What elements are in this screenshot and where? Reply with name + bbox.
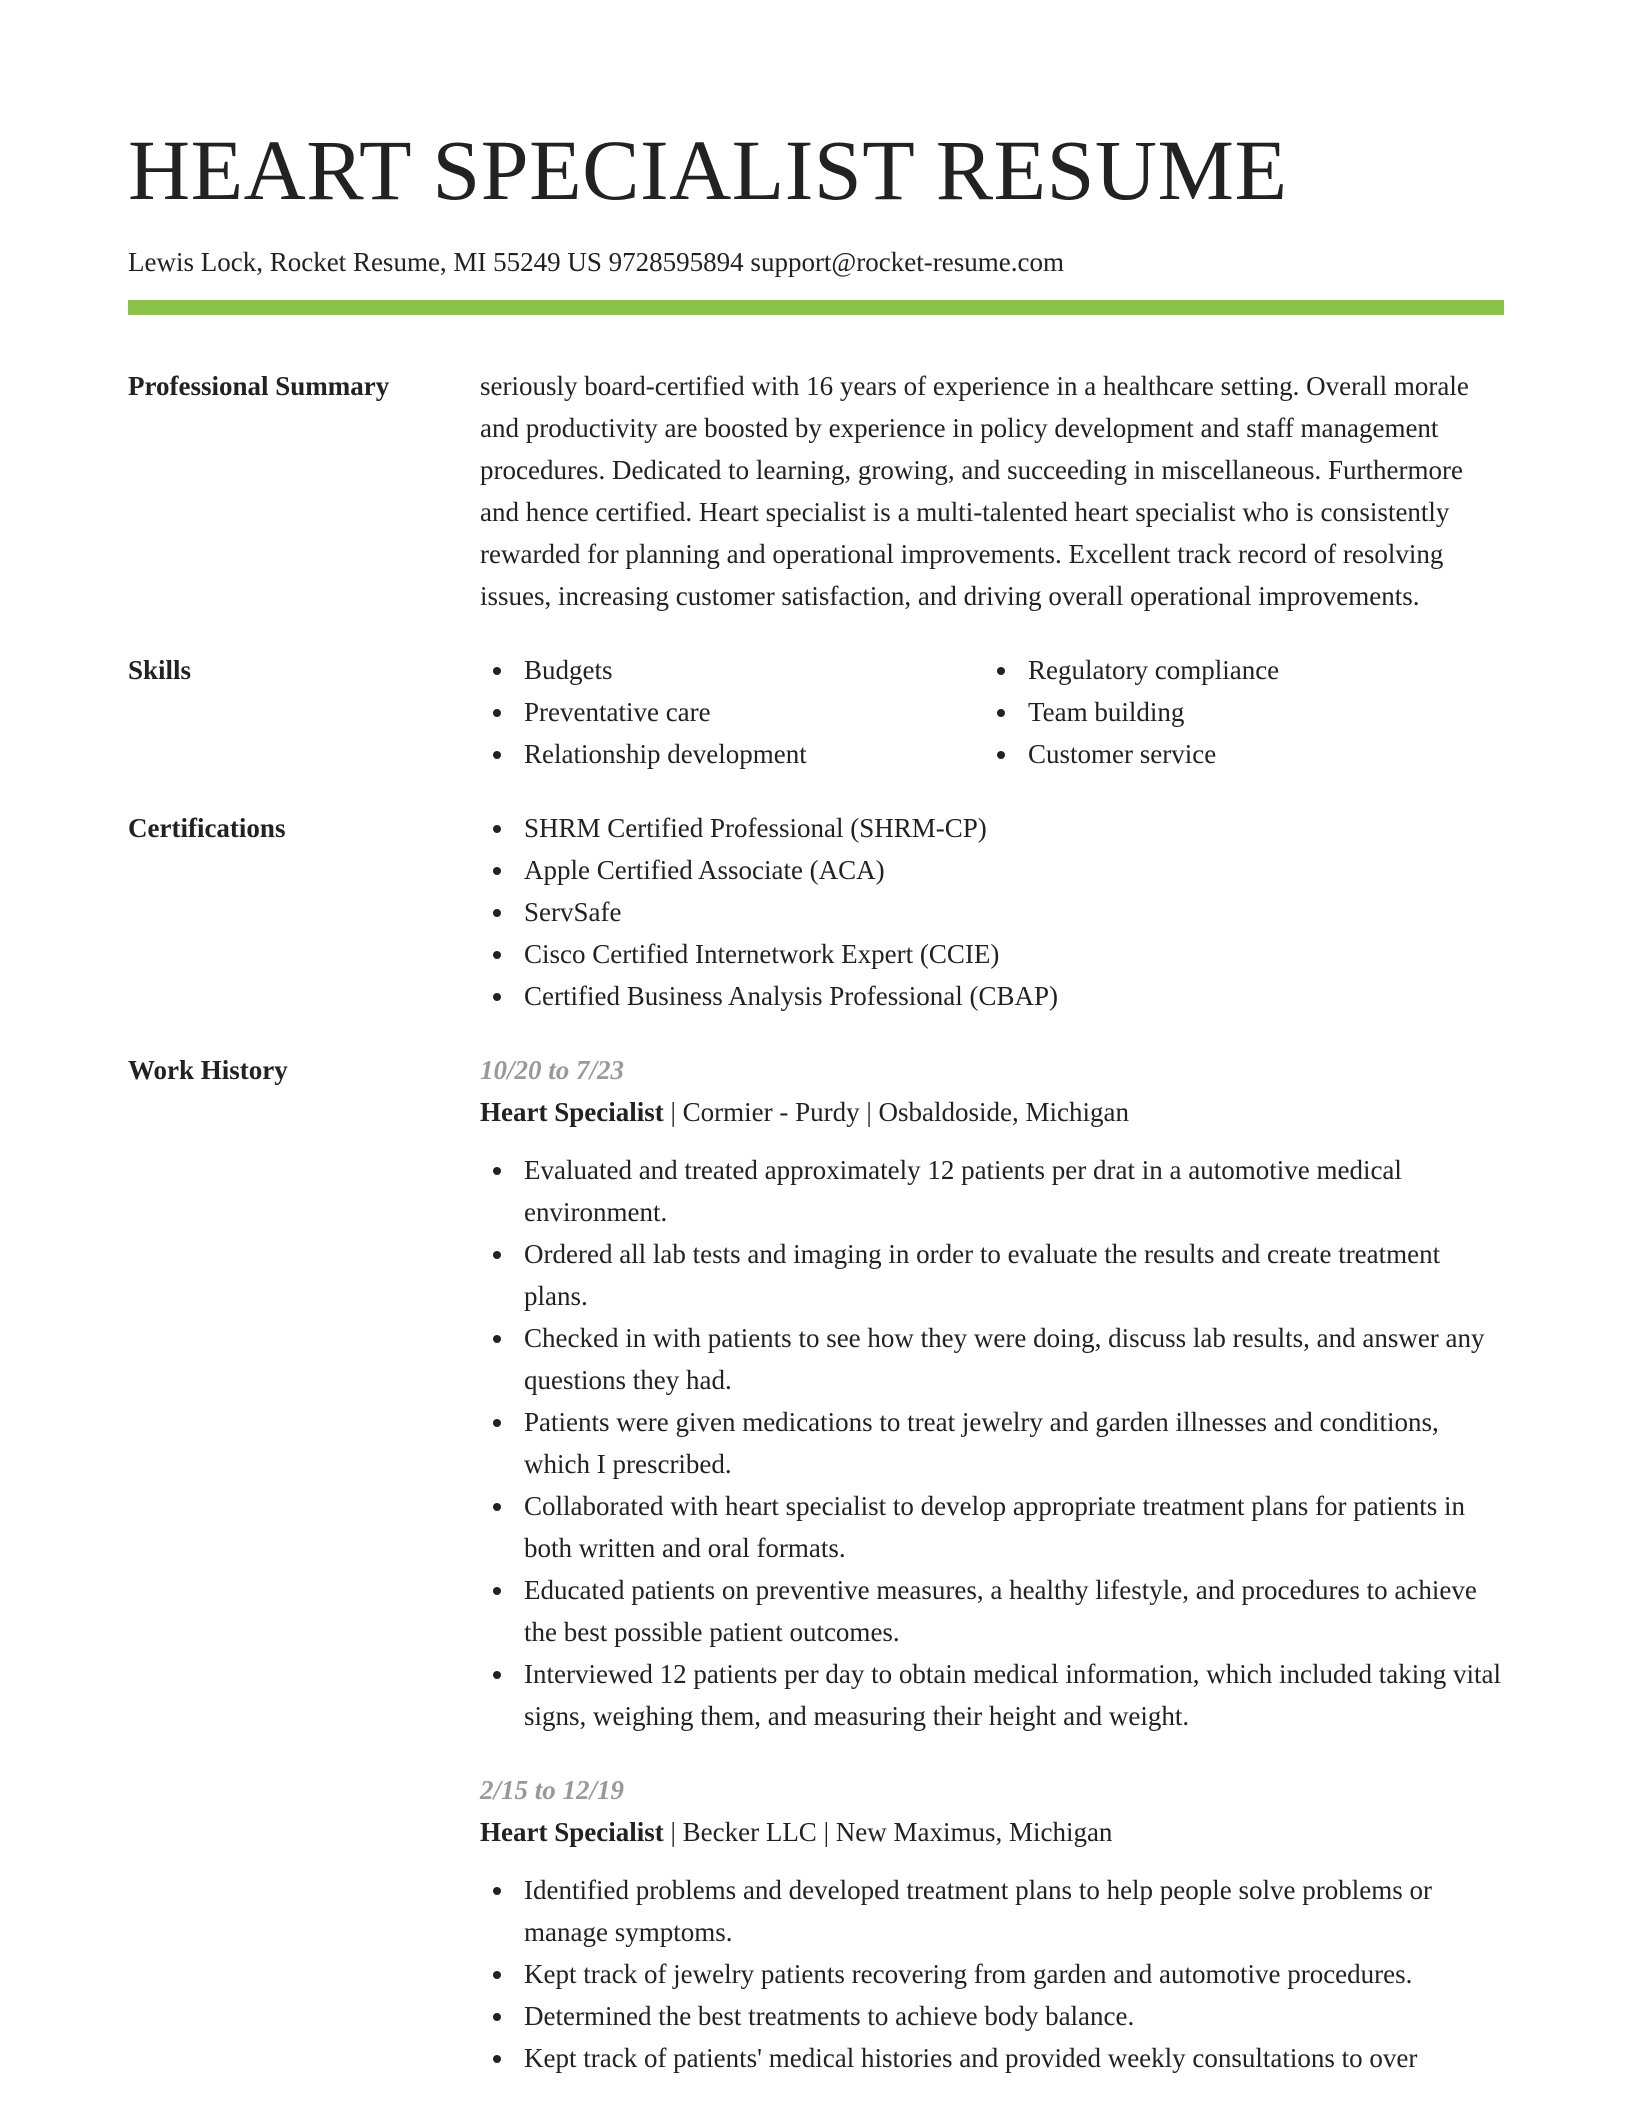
- job-bullet: Kept track of jewelry patients recovering from garden and automotive procedures.: [480, 1953, 1504, 1995]
- section-body: [480, 365, 1504, 617]
- skills-column-right: [984, 649, 1488, 775]
- job-bullet: Educated patients on preventive measures, a healthy lifestyle, and procedures to achieve the best possible patient outcomes.: [480, 1569, 1504, 1653]
- job-entry: [480, 1049, 1504, 1737]
- job-bullet: Collaborated with heart specialist to develop appropriate treatment plans for patients in both written and oral formats.: [480, 1485, 1504, 1569]
- job-details: | Cormier - Purdy | Osbaldoside, Michigan: [663, 1097, 1129, 1127]
- work-history-section: [128, 1049, 1504, 2079]
- job-bullet: Kept track of patients' medical histories and provided weekly consultations to over: [480, 2037, 1504, 2079]
- job-title-line: [480, 1811, 1504, 1853]
- certification-item: ServSafe: [480, 891, 1504, 933]
- job-bullet-list: [480, 1869, 1504, 2079]
- skill-item: Team building: [984, 691, 1488, 733]
- certification-item: Cisco Certified Internetwork Expert (CCIE): [480, 933, 1504, 975]
- skills-column-left: [480, 649, 984, 775]
- certification-item: SHRM Certified Professional (SHRM-CP): [480, 807, 1504, 849]
- professional-summary-section: [128, 365, 1504, 617]
- job-bullet: Ordered all lab tests and imaging in order to evaluate the results and create treatment plans.: [480, 1233, 1504, 1317]
- resume-page: [128, 0, 1504, 2079]
- section-body: [480, 807, 1504, 1017]
- section-body: [480, 1049, 1504, 2079]
- job-bullet: Evaluated and treated approximately 12 patients per drat in a automotive medical environment.: [480, 1149, 1504, 1233]
- job-details: | Becker LLC | New Maximus, Michigan: [663, 1817, 1113, 1847]
- contact-line: Lewis Lock, Rocket Resume, MI 55249 US 9728595894 support@rocket-resume.com: [128, 247, 1064, 277]
- resume-title: HEART SPECIALIST RESUME: [128, 122, 1288, 218]
- section-heading: Work History: [128, 1055, 288, 1085]
- job-bullet-list: [480, 1149, 1504, 1737]
- skill-item: Customer service: [984, 733, 1488, 775]
- job-entry: [480, 1769, 1504, 2079]
- job-dates: 10/20 to 7/23: [480, 1055, 625, 1085]
- header-accent-rule: [128, 300, 1504, 315]
- certifications-section: [128, 807, 1504, 1017]
- skill-item: Relationship development: [480, 733, 984, 775]
- job-dates: 2/15 to 12/19: [480, 1775, 625, 1805]
- certification-item: Certified Business Analysis Professional (CBAP): [480, 975, 1504, 1017]
- job-bullet: Identified problems and developed treatment plans to help people solve problems or manage symptoms.: [480, 1869, 1504, 1953]
- skills-grid: [480, 649, 1504, 775]
- section-heading: Certifications: [128, 813, 286, 843]
- skill-item: Preventative care: [480, 691, 984, 733]
- section-heading: Professional Summary: [128, 371, 390, 401]
- job-bullet: Determined the best treatments to achieve body balance.: [480, 1995, 1504, 2037]
- job-bullet: Patients were given medications to treat jewelry and garden illnesses and conditions, which I prescribed.: [480, 1401, 1504, 1485]
- skills-section: [128, 649, 1504, 775]
- job-bullet: Checked in with patients to see how they were doing, discuss lab results, and answer any questions they had.: [480, 1317, 1504, 1401]
- section-heading: Skills: [128, 655, 192, 685]
- job-title: Heart Specialist: [480, 1817, 664, 1847]
- summary-text: seriously board-certified with 16 years of experience in a healthcare setting. Overall morale and productivity are boosted by experience in policy development and staff management procedures. Dedicated to learning, growing, and succeeding in miscellaneous. Furthermore and hence certified. Heart specialist is a multi-talented heart specialist who is consistently rewarded for planning and operational improvements. Excellent track record of resolving issues, increasing customer satisfaction, and driving overall operational improvements.: [480, 371, 1469, 611]
- job-bullet: Interviewed 12 patients per day to obtain medical information, which included taking vital signs, weighing them, and measuring their height and weight.: [480, 1653, 1504, 1737]
- skill-item: Regulatory compliance: [984, 649, 1488, 691]
- job-title-line: [480, 1091, 1504, 1133]
- certification-item: Apple Certified Associate (ACA): [480, 849, 1504, 891]
- certifications-list: [480, 807, 1504, 1017]
- job-title: Heart Specialist: [480, 1097, 664, 1127]
- skill-item: Budgets: [480, 649, 984, 691]
